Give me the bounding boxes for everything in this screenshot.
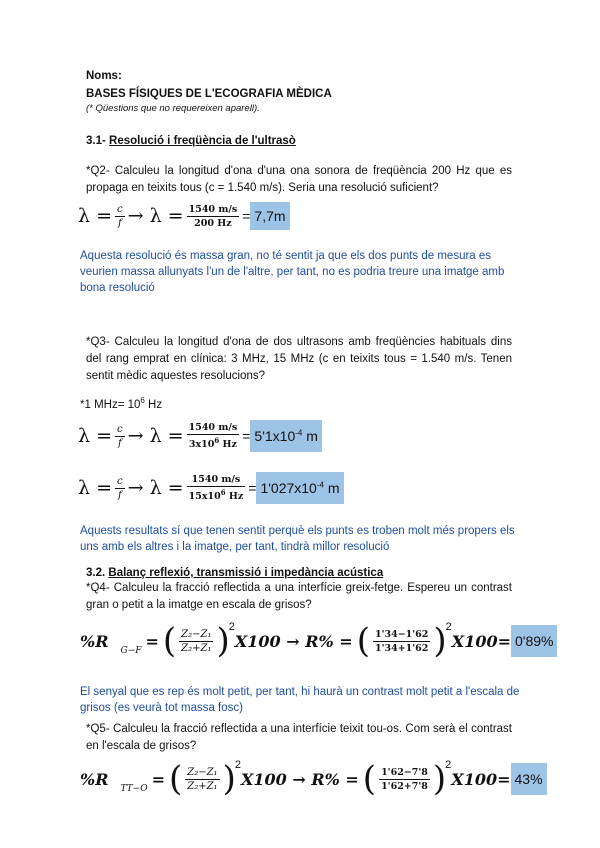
lambda-symbol: λ = — [78, 205, 113, 227]
q3-fraction-1: $\frac{1540 m/s}{3x10^6 Hz}$ — [188, 421, 238, 451]
noms-label: Noms: — [86, 70, 122, 82]
section-3-1-heading — [86, 133, 296, 149]
section-3-2-number: 3.2. — [86, 567, 106, 579]
section-3-1-title: Resolució i freqüència de l'ultrasò — [109, 135, 296, 147]
q4-equation: %R G−F = ( $\frac{\text{Z₂−Z₁}}{\text{Z₂+Z₁}}$ ) 2 X100 → R% = ( $\frac{1'34-1'62}{1'34+1'62}$ ) 2 X100= 0'89% — [80, 624, 557, 658]
equals: = — [242, 208, 251, 224]
q3-equation-1: λ = $\frac{c}{f}$ → λ = $\frac{1540 m/s}{3x10^6 Hz}$ = $5'1x10^{-4}$ m — [78, 420, 322, 452]
q3-answer-1: $5'1x10^{-4}$ m — [250, 420, 322, 452]
section-3-1-number: 3.1- — [86, 135, 106, 147]
q5-text: *Q5- Calculeu la fracció reflectida a una interfície teixit tou-os. Com serà el contrast en l'escala de grisos? — [86, 723, 512, 752]
q4-fraction: $\frac{1'34-1'62}{1'34+1'62}$ — [374, 628, 429, 654]
header-note: (* Qüestions que no requereixen aparell). — [86, 103, 260, 114]
q3-fraction-2: $\frac{1540 m/s}{15x10^6 Hz}$ — [188, 473, 244, 503]
q2-fraction: $\frac{1540 m/s}{200 Hz}$ — [188, 203, 238, 229]
q4-comment: El senyal que es rep és molt petit, per tant, hi haurà un contrast molt petit a l'escala de grisos (es veurà tot massa fosc) — [80, 686, 520, 714]
q4-answer: 0'89% — [511, 625, 557, 657]
mhz-conversion: *1 $MHz= 10^6$ Hz — [80, 396, 163, 411]
c-over-f: $\frac{c}{f}$ — [117, 203, 123, 229]
q2-text: *Q2- Calculeu la longitud d'ona d'una ona sonora de freqüència 200 Hz que es propaga en teixits tous (c = 1.540 m/s). Seria una resolució suficient? — [86, 165, 512, 194]
page-title: BASES FÍSIQUES DE L'ECOGRAFIA MÈDICA — [86, 88, 332, 100]
q2-comment: Aquesta resolució és massa gran, no té sentit ja que els dos punts de mesura es veurien massa allunyats l'un de l'altre, per tant, no es podria treure una imatge amb bona resolució — [80, 250, 505, 294]
q3-text: *Q3- Calculeu la longitud d'ona de dos ultrasons amb freqüències habituals dins del rang emprat en clínica: 3 MHz, 15 MHz (c en teixits tous = 1.540 m/s. Tenen sentit mèdic aquestes resolucions? — [86, 336, 512, 382]
q5-equation: %R TT−O = ( $\frac{\text{Z₂−Z₁}}{\text{Z₂+Z₁}}$ ) 2 X100 → R% = ( $\frac{1'62-7'8}{1'62+7'8}$ ) 2 X100= 43% — [80, 762, 547, 796]
q5-fraction: $\frac{1'62-7'8}{1'62+7'8}$ — [381, 766, 428, 792]
q3-answer-2: $1'027x10^{-4}$ m — [256, 472, 343, 504]
section-3-2-heading — [86, 565, 383, 581]
q2-equation — [78, 202, 290, 230]
q3-equation-2: λ = $\frac{c}{f}$ → λ = $\frac{1540 m/s}{15x10^6 Hz}$ = $1'027x10^{-4}$ m — [78, 472, 344, 504]
arrow: → λ = — [127, 205, 184, 227]
section-3-2-title: Balanç reflexió, transmissió i impedància acústica — [108, 567, 384, 579]
q2-answer: 7,7m — [250, 202, 289, 230]
q5-answer: 43% — [511, 763, 547, 795]
q4-text: *Q4- Calculeu la fracció reflectida a una interfície greix-fetge. Espereu un contrast gran o petit a la imatge en escala de grisos? — [86, 582, 512, 611]
q3-comment: Aquests resultats sí que tenen sentit perquè els punts es troben molt més propers els uns amb els altres i la imatge, per tant, tindrà millor resolució — [80, 525, 515, 553]
